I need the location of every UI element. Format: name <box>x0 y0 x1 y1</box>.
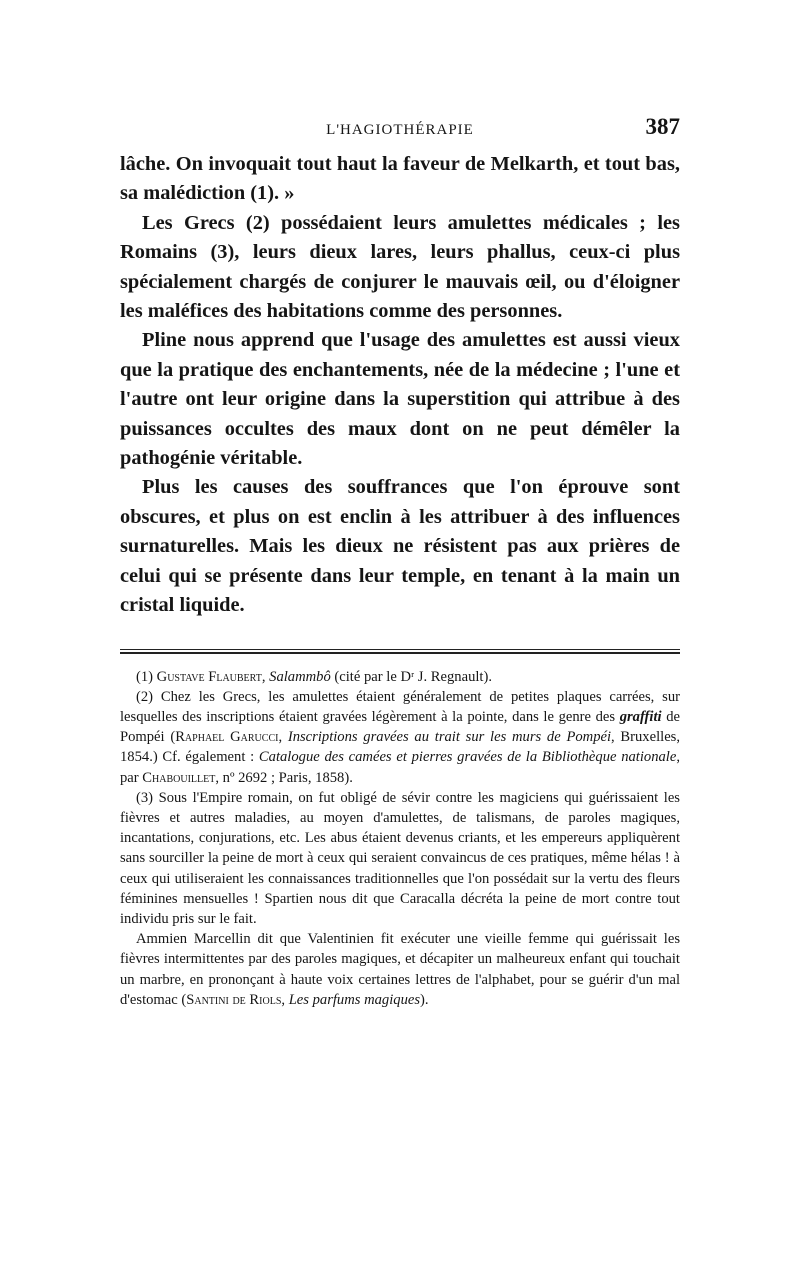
footnote-2-part-c: , <box>278 729 288 746</box>
footnote-2-part-d: , Bruxelles, 1854.) Cf. également : <box>120 729 680 766</box>
footnote-2-part-b: de Pompéi ( <box>120 708 680 746</box>
main-text <box>120 150 680 621</box>
footnote-2-part-a: (2) Chez les Grecs, les amulettes étaient généralement de petites plaques carrées, sur lesquelles des inscriptions étaient gravées légèrement à la pointe, dans le genre des <box>120 688 680 725</box>
footnote-3: (3) Sous l'Empire romain, on fut obligé de sévir contre les magiciens qui guérissaient les fièvres et autres maladies, au moyen d'amulettes, de talismans, de paroles magiques, incantations, conjurations, etc. Les abus étaient devenus criants, et les empereurs appliquèrent sans sourciller la peine de mort à ceux qui seraient convaincus de ces pratiques, même hélas ! à ceux qui utiliseraient les connaissances traditionnelles que l'on possédait sur la vertu des fleurs féminines mensuelles ! Spartien nous dit que Caracalla décréta la peine de mort contre tout individu pris sur le fait. <box>120 789 680 927</box>
footnote-2-part-e: , par <box>120 749 680 786</box>
book-page <box>120 110 680 1010</box>
footnote-4-title: Les parfums magiques <box>288 991 421 1008</box>
footnote-1-rest: (cité par le Dʳ J. Regnault). <box>330 668 492 685</box>
footnote-4-part-a: Ammien Marcellin dit que Valentinien fit exécuter une vieille femme qui guérissait les fièvres intermittentes par des paroles magiques, et décapiter un malheureux enfant qui touchait un marbre, en prononçant à haute voix certaines lettres de l'alphabet, pour se guérir d'un mal d'estomac ( <box>120 931 680 1008</box>
paragraph-1: lâche. On invoquait tout haut la faveur de Melkarth, et tout bas, sa malédiction (1). » <box>120 153 680 205</box>
footnote-2-part-f: , nº 2692 ; Paris, 1858). <box>215 769 353 786</box>
footnote-1 <box>120 667 680 687</box>
separator-rule-thin <box>120 649 680 650</box>
footnote-1-title: Salammbô <box>269 668 331 685</box>
footnote-2-graffiti: graffiti <box>619 708 662 725</box>
footnote-4-author: Santini de Riols <box>186 991 282 1008</box>
footnote-4-sep: , <box>281 991 289 1008</box>
footnote-2-title-1: Inscriptions gravées au trait sur les murs de Pompéi <box>287 729 612 746</box>
footnote-4-end: ). <box>420 991 429 1008</box>
paragraph-2: Les Grecs (2) possédaient leurs amulettes médicales ; les Romains (3), leurs dieux lares, leurs phallus, ceux-ci plus spécialement chargés de conjurer le mauvais œil, ou d'éloigner les maléfices des habitations comme des personnes. <box>120 211 680 323</box>
footnote-1-number: (1) <box>136 668 157 685</box>
footnotes <box>120 667 680 1010</box>
footnote-2-title-2: Catalogue des camées et pierres gravées de la Bibliothèque nationale <box>258 749 677 766</box>
footnote-1-sep: , <box>261 668 270 685</box>
separator-rule-thick <box>120 652 680 654</box>
footnote-2-author-2: Chabouillet <box>142 769 216 786</box>
footnote-1-author: Gustave Flaubert <box>156 668 262 685</box>
footnote-3-continued <box>120 929 680 1010</box>
running-title: L'HAGIOTHÉRAPIE <box>326 122 474 138</box>
footnote-separator <box>120 649 680 653</box>
footnote-2-author-1: Raphael Garucci <box>175 729 279 746</box>
running-head <box>120 110 680 150</box>
paragraph-3: Pline nous apprend que l'usage des amulettes est aussi vieux que la pratique des enchantements, née de la médecine ; l'une et l'autre ont leur origine dans la superstition qui attribue à des puissances occultes des maux dont on ne peut démêler la pathogénie véritable. <box>120 329 680 470</box>
page-number: 387 <box>645 114 680 139</box>
paragraph-4: Plus les causes des souffrances que l'on éprouve sont obscures, et plus on est enclin à les attribuer à des influences surnaturelles. Mais les dieux ne résistent pas aux prières de celui qui se présente dans leur temple, en tenant à la main un cristal liquide. <box>120 476 680 617</box>
footnote-2 <box>120 687 680 788</box>
